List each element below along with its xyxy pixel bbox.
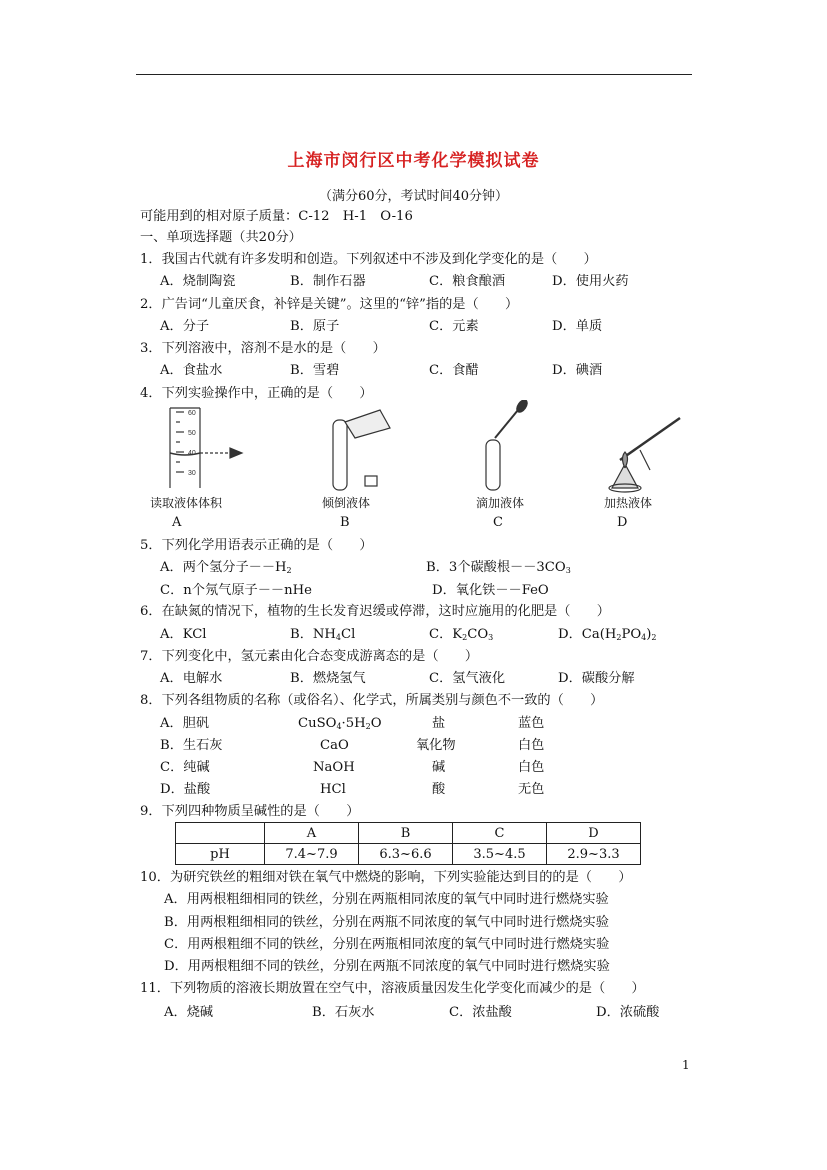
option: D．单质 [552,319,603,334]
option: D．氧化铁－－FeO [432,583,549,598]
scale-tick: 30 [188,470,196,477]
question-stem: 6．在缺氮的情况下，植物的生长发育迟缓或停滞，这时应施用的化肥是（ ） [140,604,610,619]
figure-letter: D [617,515,628,530]
option: A．KCl [160,627,207,642]
table-row [176,844,641,865]
option: C．用两根粗细不同的铁丝，分别在两瓶相同浓度的氧气中同时进行燃烧实验 [164,937,610,952]
table-cell: C [453,823,547,844]
option: A．烧制陶瓷 [160,274,236,289]
question-stem: 10．为研究铁丝的粗细对铁在氧气中燃烧的影响，下列实验能达到目的的是（ ） [140,870,632,885]
pouring-liquid-drawing [333,410,390,490]
figure-label: 加热液体 [604,496,653,510]
scale-tick: 50 [188,430,196,437]
option: C．氢气液化 [429,671,506,686]
table-cell: D [547,823,641,844]
option: D．浓硫酸 [596,1005,660,1020]
figure-label: 滴加液体 [476,496,525,510]
figure-letter: B [340,515,350,530]
row-formula: CaO [320,738,349,753]
option: D．碘酒 [552,363,603,378]
row-color: 白色 [518,738,545,753]
row-color: 蓝色 [518,716,545,731]
row-category: 氧化物 [416,738,456,753]
exam-info: （满分60分，考试时间40分钟） [318,189,509,204]
option: A．用两根粗细相同的铁丝，分别在两瓶相同浓度的氧气中同时进行燃烧实验 [164,892,609,907]
question-stem: 1．我国古代就有许多发明和创造。下列叙述中不涉及到化学变化的是（ ） [140,252,597,267]
question-stem: 4．下列实验操作中，正确的是（ ） [140,386,373,401]
row-name: D．盐酸 [160,782,211,797]
experiment-drawings [150,400,690,535]
row-color: 无色 [518,782,545,797]
table-cell: B [359,823,453,844]
row-color: 白色 [518,760,545,775]
row-name: C．纯碱 [160,760,210,775]
option: C．粮食酿酒 [429,274,506,289]
option: B．雪碧 [290,363,340,378]
figure-letter: A [172,515,182,530]
figure-label: 倾倒液体 [322,496,371,510]
ph-table [175,822,641,865]
question-stem: 5．下列化学用语表示正确的是（ ） [140,538,373,553]
experiment-figure [150,400,690,535]
option: B．制作石器 [290,274,366,289]
option: A．分子 [160,319,210,334]
header-rule [136,74,692,75]
row-formula: $CuSO_4\cdot 5H_2O$ [298,716,382,731]
row-formula: HCl [320,782,346,797]
option: A．烧碱 [164,1005,214,1020]
row-formula: NaOH [313,760,355,775]
option: D．用两根粗细不同的铁丝，分别在两瓶不同浓度的氧气中同时进行燃烧实验 [164,959,610,974]
row-name: A．胆矾 [160,716,210,731]
row-category: 酸 [432,782,446,797]
figure-label: 读取液体体积 [150,496,223,510]
option: B．用两根粗细相同的铁丝，分别在两瓶不同浓度的氧气中同时进行燃烧实验 [164,915,609,930]
option: B．石灰水 [312,1005,375,1020]
table-cell: 6.3~6.6 [359,844,453,865]
row-name: B．生石灰 [160,738,223,753]
table-cell: A [265,823,359,844]
question-stem: 8．下列各组物质的名称（或俗名）、化学式，所属类别与颜色不一致的（ ） [140,693,604,708]
page-title: 上海市闵行区中考化学模拟试卷 [287,151,540,171]
option: A．两个氢分子$--H_2$ [160,560,292,575]
table-cell: pH [176,844,265,865]
option: B．3个碳酸根$--3CO_3$ [426,560,571,575]
option: C．元素 [429,319,479,334]
figure-letter: C [493,515,503,530]
option: D．$Ca(H_2PO_4)_2$ [558,627,657,642]
option: A．电解水 [160,671,223,686]
page-number: 1 [682,1058,690,1072]
option: C．n个氖气原子－－nHe [160,583,312,598]
question-stem: 7．下列变化中，氢元素由化合态变成游离态的是（ ） [140,649,479,664]
question-stem: 2．广告词“儿童厌食，补锌是关键”。这里的“锌”指的是（ ） [140,297,519,312]
dropping-liquid-drawing [486,400,529,490]
option: C．浓盐酸 [449,1005,512,1020]
heating-liquid-drawing [609,418,680,492]
option: D．使用火药 [552,274,629,289]
question-stem: 11．下列物质的溶液长期放置在空气中，溶液质量因发生化学变化而减少的是（ ） [140,981,645,996]
table-cell: 7.4~7.9 [265,844,359,865]
option: C．食醋 [429,363,479,378]
option: B．燃烧氢气 [290,671,366,686]
table-cell: 3.5~4.5 [453,844,547,865]
section-heading: 一、单项选择题（共20分） [140,230,302,245]
graduated-cylinder-drawing [170,408,242,488]
option: B．$NH_4Cl$ [290,627,356,642]
atomic-mass-line: 可能用到的相对原子质量：C-12 H-1 O-16 [140,209,413,224]
table-row [176,823,641,844]
option: D．碳酸分解 [558,671,635,686]
table-cell: 2.9~3.3 [547,844,641,865]
scale-tick: 60 [188,410,196,417]
option: C．$K_2CO_3$ [429,627,494,642]
option: B．原子 [290,319,340,334]
table-cell [176,823,265,844]
question-stem: 3．下列溶液中，溶剂不是水的是（ ） [140,341,386,356]
scale-tick: 40 [188,450,196,457]
row-category: 碱 [432,760,446,775]
option: A．食盐水 [160,363,223,378]
row-category: 盐 [432,716,446,731]
question-stem: 9．下列四种物质呈碱性的是（ ） [140,804,360,819]
